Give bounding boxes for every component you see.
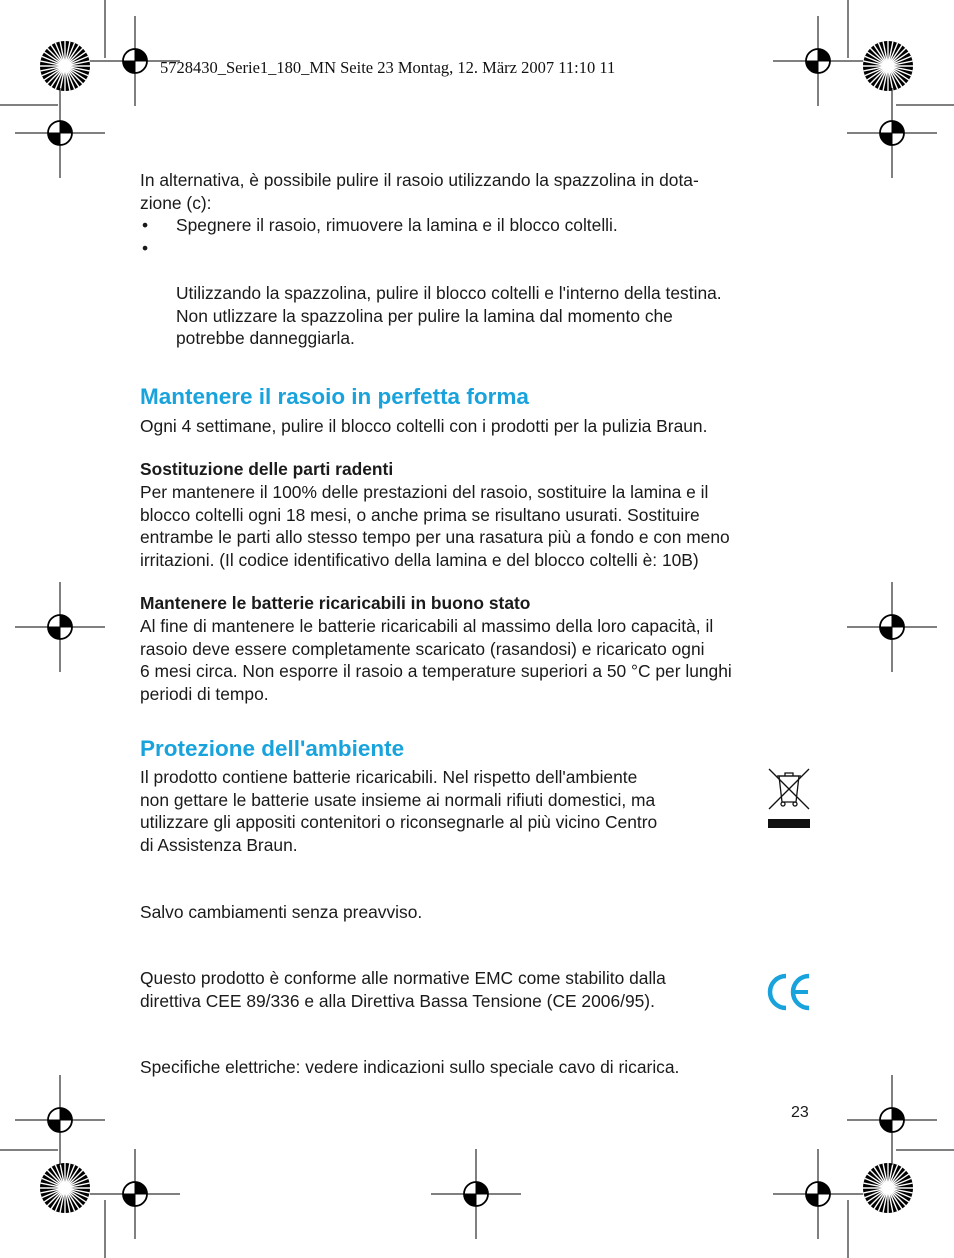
conformity-text: Questo prodotto è conforme alle normative EMC come stabilito dalla direttiva CEE 89/336 e alla Direttiva Bassa Tensione (CE 2006/95).	[140, 968, 666, 1011]
section-heading-maintenance: Mantenere il rasoio in perfetta forma	[140, 383, 529, 409]
intro-paragraph: In alternativa, è possibile pulire il rasoio utilizzando la spazzolina in dota- zione (c):	[140, 170, 699, 213]
bullet-glyph: •	[142, 215, 149, 236]
environment-text: Il prodotto contiene batterie ricaricabili. Nel rispetto dell'ambiente non gettare le batterie usate insieme ai normali rifiuti domestici, ma utilizzare gli appositi contenitori o riconsegnarle al più vicino Centro di Assistenza Braun.	[140, 767, 658, 856]
bullet-text: Utilizzando la spazzolina, pulire il blocco coltelli e l'interno della testina. Non utlizzare la spazzolina per pulire la lamina dal momento che potrebbe danneggiarla.	[176, 282, 722, 349]
page-content	[140, 169, 820, 1079]
print-slug: 5728430_Serie1_180_MN Seite 23 Montag, 12. März 2007 11:10 11	[160, 58, 616, 77]
notice-text: Salvo cambiamenti senza preavviso.	[140, 901, 423, 922]
electrical-spec-text: Specifiche elettriche: vedere indicazioni sullo speciale cavo di ricarica.	[140, 1057, 680, 1078]
conformity-block	[140, 967, 820, 1012]
bullet-text: Spegnere il rasoio, rimuovere la lamina e il blocco coltelli.	[176, 215, 618, 236]
section-heading-environment: Protezione dell'ambiente	[140, 736, 405, 762]
environment-block	[140, 766, 820, 856]
maintenance-text: Ogni 4 settimane, pulire il blocco coltelli con i prodotti per la pulizia Braun.	[140, 415, 708, 436]
intro-bullet-list	[140, 214, 820, 350]
list-item	[140, 214, 820, 237]
ce-mark-icon	[766, 972, 812, 1012]
batteries-text: Al fine di mantenere le batterie ricaricabili al massimo della loro capacità, il rasoio deve essere completamente scaricato (rasandosi) e ricaricato ogni 6 mesi circa. Non esporre il rasoio a temperature superiori a 50 °C per lunghi periodi di tempo.	[140, 615, 732, 704]
replacement-text: Per mantenere il 100% delle prestazioni del rasoio, sostituire la lamina e il blocco coltelli ogni 18 mesi, o anche prima se risultano usurati. Sostituire entrambe le parti allo stesso tempo per una rasatura più a fondo e con meno irritazioni. (Il codice identificativo della lamina e del blocco coltelli è: 10B)	[140, 481, 730, 570]
subheading-replacement: Sostituzione delle parti radenti	[140, 459, 394, 480]
subheading-batteries: Mantenere le batterie ricaricabili in buono stato	[140, 593, 531, 614]
bullet-glyph: •	[142, 237, 149, 258]
page-number: 23	[791, 1104, 809, 1121]
list-item	[140, 237, 820, 350]
weee-crossed-bin-icon	[766, 766, 812, 830]
